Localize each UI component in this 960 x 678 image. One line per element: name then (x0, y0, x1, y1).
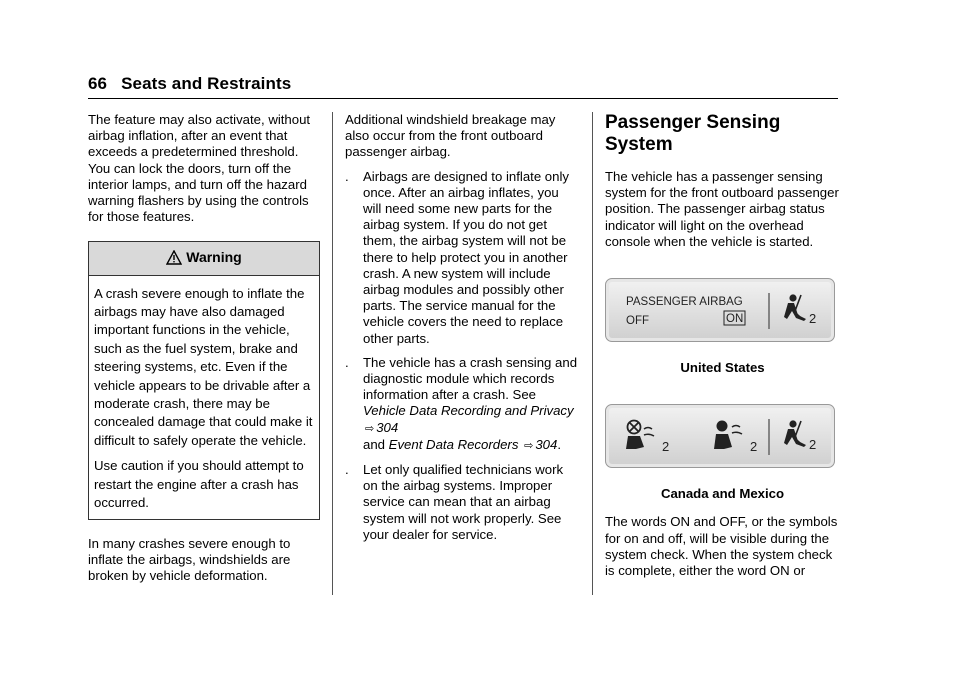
col3-intro: The vehicle has a passenger sensing system for the front outboard passenger position. The passenger airbag status indicator will light on the overhead console when the vehicle is started. (605, 169, 839, 249)
page-header (88, 74, 291, 94)
bullet-2-end: . (557, 436, 561, 452)
us-indicator-drawing (606, 279, 834, 341)
col1-intro: The feature may also activate, without airbag inflation, after an event that exceeds a predetermined threshold. You can lock the doors, turn off the interior lamps, and turn off the hazard warning flashers by using the controls for those features. (88, 112, 311, 225)
bullet-text-2 (363, 355, 580, 454)
seat-number: 2 (809, 437, 817, 453)
page-number: 66 (88, 74, 108, 93)
bullet-2-text: The vehicle has a crash sensing and diagnostic module which records information after a crash. See (363, 354, 578, 403)
warning-icon (166, 250, 182, 268)
bullet-text-1: Airbags are designed to inflate only once. After an airbag inflates, you will need some new parts for the airbag system. If you do not get them, the airbag system will not be there to help protect you in another crash. A new system will include airbag modules and possibly other parts. The service manual for the vehicle covers the need to replace other parts. (363, 168, 570, 346)
seat-number: 2 (662, 439, 670, 455)
column-divider-2 (592, 112, 593, 595)
bullet-text-3: Let only qualified technicians work on the airbag systems. Improper service can mean that an airbag system will not work properly. See your dealer for service. (363, 462, 564, 542)
airbag-indicator-us (605, 278, 835, 342)
page-ref-icon: ⇨ (365, 422, 375, 435)
page-ref-304-a[interactable]: 304 (376, 419, 399, 435)
list-item (345, 355, 580, 454)
airbag-off-icon (626, 421, 654, 450)
list-item (345, 169, 580, 347)
col2-intro: Additional windshield breakage may also occur from the front outboard passenger airbag. (345, 112, 556, 160)
bullet-2-and: and (363, 436, 389, 452)
page-ref-icon: ⇨ (524, 439, 534, 452)
warning-title: Warning (186, 249, 242, 266)
passenger-airbag-label: PASSENGER AIRBAG (626, 296, 743, 309)
caption-canada-mexico: Canada and Mexico (660, 486, 785, 502)
col1-after-warning: In many crashes severe enough to inflate the airbags, windshields are broken by vehicle deformation. (88, 535, 291, 583)
column-3 (605, 112, 840, 579)
passenger-seat-icon (784, 294, 806, 321)
page-ref-304-b[interactable]: 304 (535, 436, 558, 452)
warning-header (89, 242, 319, 275)
header-rule (88, 98, 838, 99)
link-event-data-recorders[interactable]: Event Data Recorders (388, 436, 519, 452)
warning-paragraph-2: Use caution if you should attempt to restart the engine after a crash has occurred. (94, 458, 304, 511)
column-2 (345, 112, 580, 543)
seat-number: 2 (750, 439, 758, 455)
on-label: ON (726, 313, 744, 326)
airbag-on-icon (714, 421, 742, 450)
bullet-mark: . (345, 462, 349, 478)
passenger-seat-icon (784, 421, 806, 448)
seat-number: 2 (809, 311, 817, 327)
column-1 (88, 112, 320, 584)
bullet-mark: . (345, 354, 349, 370)
warning-paragraph-1: A crash severe enough to inflate the airbags may have also damaged important functions in the vehicle, such as the fuel system, brake and steering systems, etc. Even if the vehicle appears to be drivable after a moderate crash, there may be concealed damage that could make it difficult to safely operate the vehicle. (94, 285, 313, 448)
warning-box (88, 241, 320, 519)
airbag-indicator-canada-mexico (605, 404, 835, 468)
bullet-mark: . (345, 168, 349, 184)
warning-body (89, 276, 319, 519)
caption-united-states: United States (680, 360, 765, 376)
section-title: Seats and Restraints (121, 74, 292, 93)
link-vehicle-data-recording[interactable]: Vehicle Data Recording and Privacy (363, 403, 574, 419)
section-heading: Passenger Sensing System (605, 112, 781, 155)
list-item (345, 462, 580, 543)
off-label: OFF (626, 315, 649, 328)
ca-indicator-drawing (606, 405, 834, 467)
col3-outro: The words ON and OFF, or the symbols for on and off, will be visible during the system check. When the system check is complete, either the word ON or (605, 514, 838, 579)
column-divider-1 (332, 112, 333, 595)
